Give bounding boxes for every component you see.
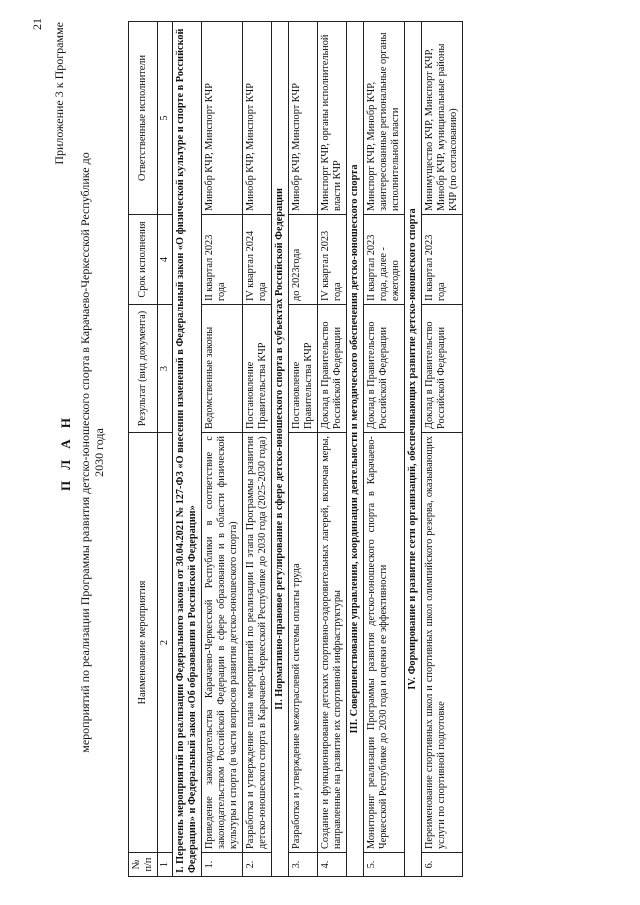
header-term: Срок исполнения (129, 215, 158, 305)
row-number: 6. (422, 853, 463, 877)
row-number: 1. (202, 853, 243, 877)
section-row (405, 22, 422, 877)
section-title: III. Совершенствование управления, координации деятельности и методического обеспечения детско-юношеского спорта (347, 22, 364, 877)
row-result: Постановление Правительства КЧР (243, 305, 272, 433)
header-result: Результат (вид документа) (129, 305, 158, 433)
table-row (318, 22, 347, 877)
row-result: Доклад в Правительство Российской Федерации (318, 305, 347, 433)
table-header-row (129, 22, 158, 877)
row-result: Постановление Правительства КЧР (289, 305, 318, 433)
section-title: II. Нормативно-правовое регулирование в сфере детско-юношеского спорта в субъектах Российской Федерации (272, 22, 289, 877)
row-number: 2. (243, 853, 272, 877)
row-term: II квартал 2023 года, далее - ежегодно (364, 215, 405, 305)
row-responsible: Минспорт КЧР, Минобр КЧР, заинтересованные региональные органы исполнительной власти (364, 22, 405, 215)
table-row (364, 22, 405, 877)
row-result: Доклад в Правительство Российской Федерации (422, 305, 463, 433)
row-responsible: Минимущество КЧР, Минспорт КЧР, Минобр КЧР, муниципальные районы КЧР (по согласованию) (422, 22, 463, 215)
index-cell: 1 (158, 853, 173, 877)
row-name: Разработка и утверждение межотраслевой системы оплаты труда (289, 433, 318, 853)
header-responsible: Ответственные исполнители (129, 22, 158, 215)
row-name: Создание и функционирование детских спортивно-оздоровительных лагерей, включая меры, направленные на развитие их спортивной инфраструктуры (318, 433, 347, 853)
section-row (272, 22, 289, 877)
plan-table (128, 21, 463, 877)
section-title: IV. Формирование и развитие сети организаций, обеспечивающих развитие детско-юношеского спорта (405, 22, 422, 877)
document-title: П Л А Н (58, 413, 73, 492)
row-term: II квартал 2023 года (202, 215, 243, 305)
row-term: до 2023года (289, 215, 318, 305)
document-subtitle: мероприятий по реализации Программы развития детско-юношеского спорта в Карачаево-Черкесской Республике до 2030 года (78, 152, 106, 753)
header-num: № п/п (129, 853, 158, 877)
section-title: I. Перечень мероприятий по реализации Федерального закона от 30.04.2021 № 127-ФЗ «О внесении изменений в Федеральный закон «О физической культуре и спорте в Российской Федерации» и Федеральный закон «Об образовании в Российской Федерации» (173, 22, 202, 877)
row-term: II квартал 2023 года (422, 215, 463, 305)
row-term: IV квартал 2023 года (318, 215, 347, 305)
row-responsible: Минспорт КЧР, органы исполнительной власти КЧР (318, 22, 347, 215)
row-result: Ведомственные законы (202, 305, 243, 433)
index-cell: 4 (158, 215, 173, 305)
row-responsible: Минобр КЧР, Минспорт КЧР (243, 22, 272, 215)
table-row (422, 22, 463, 877)
table-row (289, 22, 318, 877)
row-result: Доклад в Правительство Российской Федерации (364, 305, 405, 433)
table-index-row (158, 22, 173, 877)
page-number: 21 (30, 18, 44, 30)
index-cell: 3 (158, 305, 173, 433)
row-responsible: Минобр КЧР, Минспорт КЧР (202, 22, 243, 215)
row-name: Приведение законодательства Карачаево-Черкесской Республики в соответствие с законодательством Российской Федерации в сфере образования и в области физической культуры и спорта (в части вопросов развития детско-юношеского спорта) (202, 433, 243, 853)
row-term: IV квартал 2024 года (243, 215, 272, 305)
row-name: Разработка и утверждение плана мероприятий по реализации II этапа Программы развития детско-юношеского спорта в Карачаево-Черкесской Республике до 2030 года (2025-2030 года) (243, 433, 272, 853)
row-number: 4. (318, 853, 347, 877)
section-row (173, 22, 202, 877)
row-responsible: Минобр КЧР, Минспорт КЧР (289, 22, 318, 215)
section-row (347, 22, 364, 877)
row-name: Мониторинг реализации Программы развития детско-юношеского спорта в Карачаево-Черкесской Республике до 2030 года и оценки ее эффективности (364, 433, 405, 853)
header-name: Наименование мероприятия (129, 433, 158, 853)
table-row (243, 22, 272, 877)
row-name: Переименование спортивных школ и спортивных школ олимпийского резерва, оказывающих услуги по спортивной подготовке (422, 433, 463, 853)
row-number: 3. (289, 853, 318, 877)
appendix-label: Приложение 3 к Программе (52, 22, 66, 165)
row-number: 5. (364, 853, 405, 877)
index-cell: 5 (158, 22, 173, 215)
table-row (202, 22, 243, 877)
index-cell: 2 (158, 433, 173, 853)
